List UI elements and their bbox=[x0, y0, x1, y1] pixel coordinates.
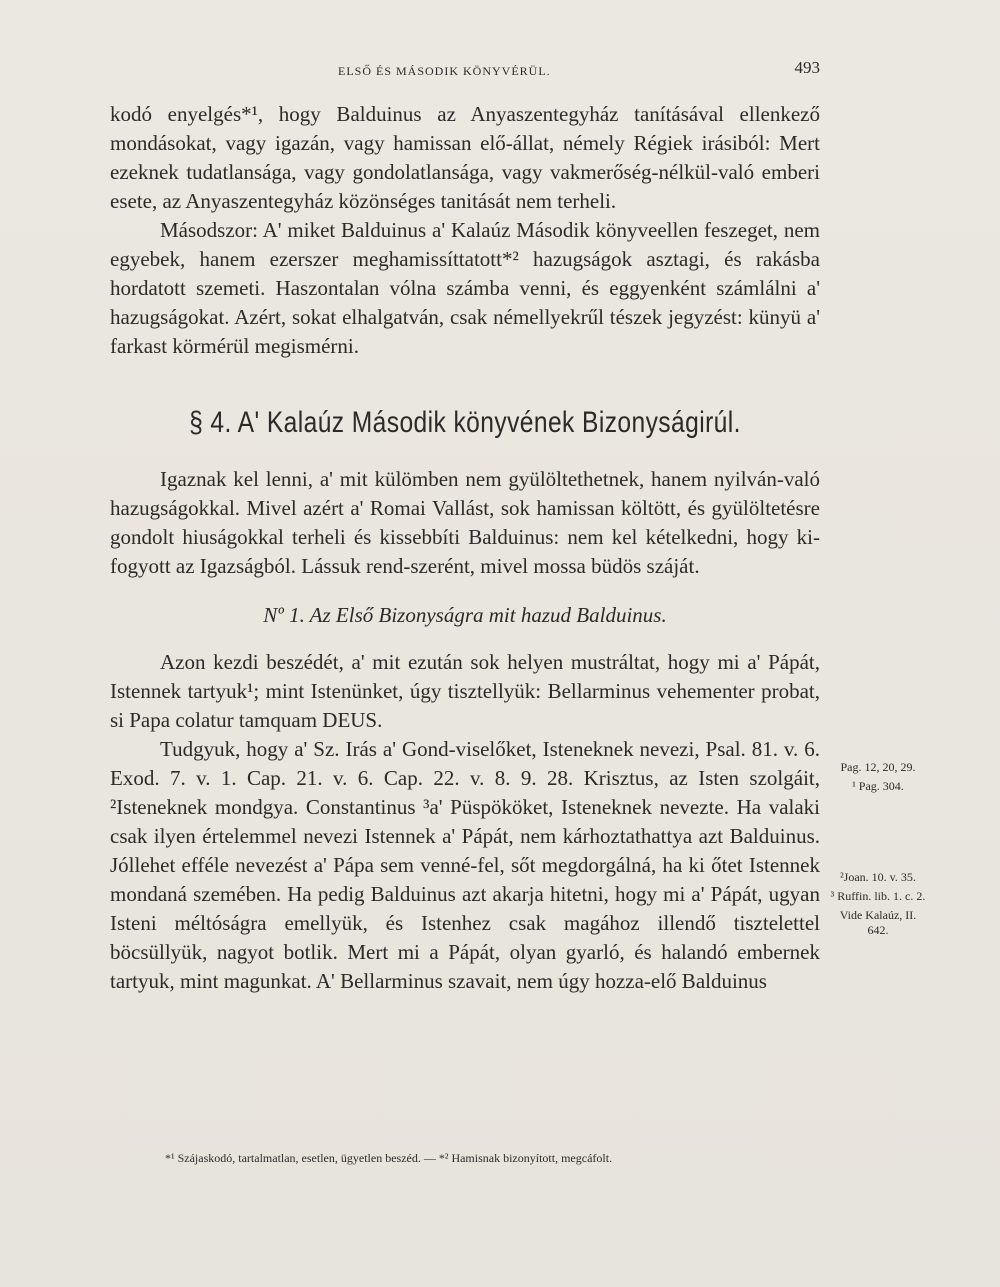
subheading: Nº 1. Az Első Bizonyságra mit hazud Balduinus. bbox=[263, 603, 667, 627]
paragraph-2: Másodszor: A' miket Balduinus a' Kalaúz Második könyveellen feszeget, nem egyebek, hanem ezerszer meghamissíttatott*² hazugságok asztagi, és rakásba hordatott szemeti. Haszontalan vólna számba venni, és eggyenként számlálni a' hazugságokat. Azért, sokat elhalgatván, csak némellyekrűl tészek jegyzést: künyü a' farkast körmérül megismérni. bbox=[110, 218, 820, 358]
margin-notes bbox=[828, 760, 928, 942]
margin-note: Pag. 12, 20, 29. bbox=[840, 760, 916, 774]
margin-note: Vide Kalaúz, II. 642. bbox=[839, 908, 917, 937]
margin-note: ¹ Pag. 304. bbox=[852, 779, 904, 793]
main-text bbox=[110, 100, 820, 996]
paragraph-5: Tudgyuk, hogy a' Sz. Irás a' Gond-viselőket, Isteneknek nevezi, Psal. 81. v. 6. Exod. 7. v. 1. Cap. 21. v. 6. Cap. 22. v. 8. 9. 28. Krisztus, az Isten szolgáit, ²Isteneknek mondgya. Constantinus ³a' Püspököket, Isteneknek nevezte. Ha valaki csak ilyen értelemmel nevezi Istennek a' Pápát, nem kárhoztathattya azt Balduinus. Jóllehet efféle nevezést a' Pápa sem venné-fel, sőt megdorgálná, ha ki őtet Istennek mondaná szemében. Ha pedig Balduinus azt akarja hitetni, hogy mi a' Pápát, ugyan Isteni méltóságra emellyük, és Istenhez csak magához illendő tisztelettel böcsüllyük, nagyot botlik. Mert mi a Pápát, olyan gyarló, és halandó embernek tartyuk, mint magunkat. A' Bellarminus szavait, nem úgy hozza-elő Balduinus bbox=[110, 737, 820, 993]
footnote: *¹ Szájaskodó, tartalmatlan, esetlen, ügyetlen beszéd. — *² Hamisnak bizonyított, megcáfolt. bbox=[165, 1151, 613, 1165]
page-header bbox=[110, 58, 820, 86]
running-head: ELSŐ ÉS MÁSODIK KÖNYVÉRÜL. bbox=[338, 64, 551, 78]
paragraph-4: Azon kezdi beszédét, a' mit ezután sok helyen mustráltat, hogy mi a' Pápát, Istennek tartyuk¹; mint Istenünket, úgy tisztellyük: Bellarminus vehementer probat, si Papa colatur tamquam DEUS. bbox=[110, 650, 820, 732]
margin-note: ²Joan. 10. v. 35. bbox=[840, 870, 916, 884]
paragraph-3: Igaznak kel lenni, a' mit külömben nem gyülöltethetnek, hanem nyilván-való hazugságokkal. Mivel azért a' Romai Vallást, sok hamissan költött, és gyülöltetésre gondolt hiuságokkal terheli és kissebbíti Balduinus: nem kel kételkedni, hogy ki-fogyott az Igazságból. Lássuk rend-szerént, mivel mossa büdös száját. bbox=[110, 467, 820, 578]
margin-note: ³ Ruffin. lib. 1. c. 2. bbox=[830, 889, 926, 903]
paragraph-1: kodó enyelgés*¹, hogy Balduinus az Anyaszentegyház tanításával ellenkező mondásokat, vagy igazán, vagy hamissan elő-állat, némely Régiek irásiból: Mert ezeknek tudatlansága, vagy gondolatlansága, vagy vakmerőség-nélkül-való emberi esete, az Anyaszentegyház közönséges tanitását nem terheli. bbox=[110, 102, 820, 213]
section-heading: § 4. A' Kalaúz Második könyvének Bizonyságirúl. bbox=[189, 406, 741, 439]
page-number: 493 bbox=[794, 58, 820, 77]
